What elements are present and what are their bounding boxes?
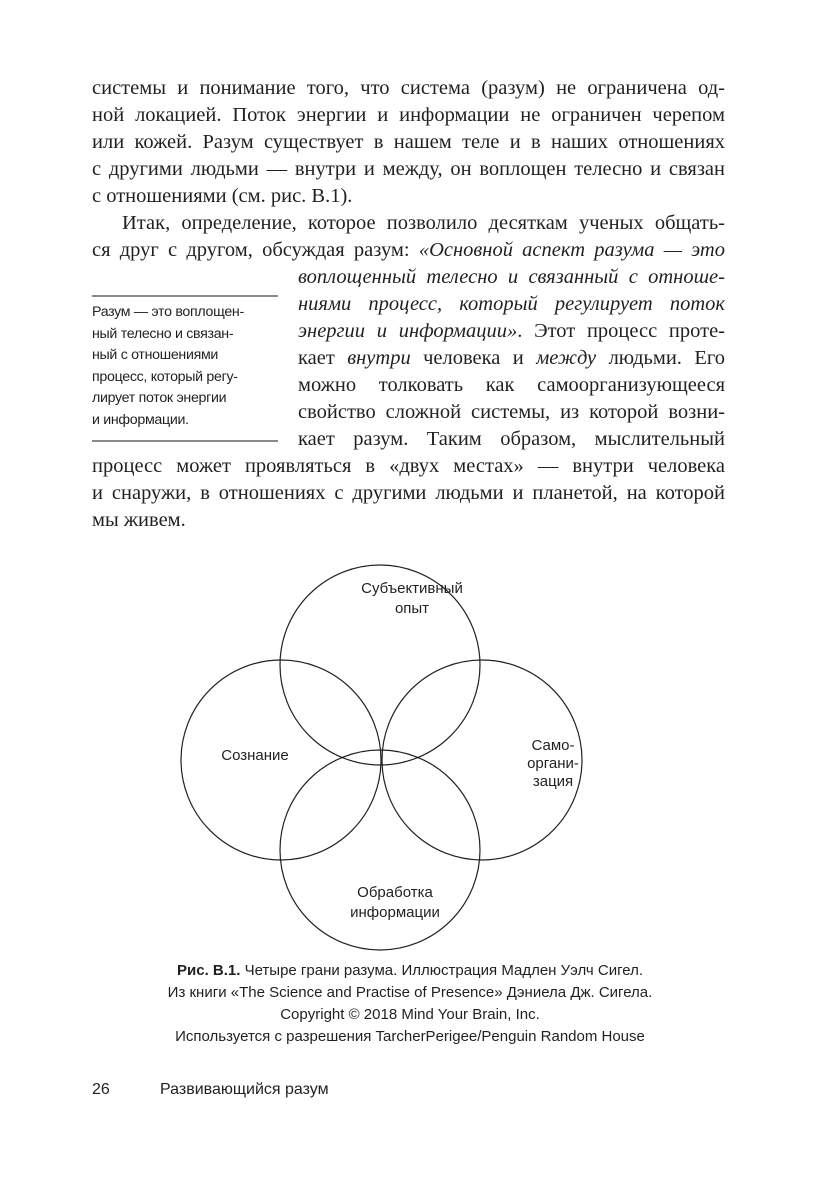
caption-line-4: Используется с разрешения TarcherPerigee/Penguin Random House [175, 1028, 645, 1045]
page-number: 26 [92, 1081, 110, 1098]
sidebar-line: процесс, который регу- [92, 368, 238, 385]
text-segment: или кожей. Разум существует в нашем теле и в наших отношениях [92, 131, 725, 153]
label-self-org-3: зация [532, 773, 574, 790]
text-segment: кает [298, 347, 348, 369]
text-segment: Итак, определение, которое позволило десяткам ученых общать- [122, 212, 725, 234]
caption-line-2: Из книги «The Science and Practise of Presence» Дэниела Дж. Сигела. [167, 984, 653, 1001]
text-segment: системы и понимание того, что система (разум) не ограничена од- [92, 77, 725, 99]
sidebar-line: ный с отношениями [92, 347, 219, 363]
text-segment: свойство сложной системы, из которой возни- [298, 401, 725, 423]
italic-text: энергии и информации» [298, 320, 518, 342]
text-segment: ся друг с другом, обсуждая разум: [92, 239, 419, 261]
text-segment: человека и [410, 347, 537, 369]
italic-text: между [536, 347, 597, 369]
sidebar-line: лирует поток энергии [92, 390, 227, 406]
text-segment: мы живем. [92, 509, 186, 531]
caption-label: Рис. В.1. [177, 962, 241, 979]
text-segment: ной локацией. Поток энергии и информации не ограничен черепом [92, 104, 725, 126]
text-segment: и снаружи, в отношениях с другими людьми и планетой, на которой [92, 482, 725, 504]
text-segment: с отношениями (см. рис. В.1). [92, 185, 353, 207]
text-segment: кает разум. Таким образом, мыслительный [298, 428, 725, 450]
text-segment: людьми. Его [596, 347, 725, 369]
italic-text: «Основной аспект разума — это [418, 239, 725, 261]
text-segment: с другими людьми — внутри и между, он воплощен телесно и связан [92, 158, 725, 180]
text-segment: процесс может проявляться в «двух местах» — внутри человека [92, 455, 725, 477]
label-processing-1: Обработка [357, 884, 433, 901]
sidebar-line: ный телесно и связан- [92, 325, 234, 342]
running-title: Развивающийся разум [160, 1081, 329, 1098]
caption-text: Четыре грани разума. Иллюстрация Мадлен Уэлч Сигел. [240, 962, 643, 979]
label-subjective-2: опыт [394, 600, 430, 617]
text-segment: . Этот процесс проте- [517, 320, 725, 342]
italic-text: внутри [347, 347, 411, 369]
caption-line-3: Copyright © 2018 Mind Your Brain, Inc. [280, 1006, 540, 1023]
sidebar-line: Разум — это воплощен- [92, 304, 244, 320]
text-segment: можно толковать как самоорганизующееся [298, 374, 725, 396]
sidebar-line: и информации. [92, 411, 189, 428]
caption-line-1 [92, 960, 728, 982]
label-self-org-2: органи- [527, 755, 579, 772]
label-subjective: Субъективный [361, 580, 463, 597]
label-consciousness: Сознание [221, 747, 289, 764]
italic-text: воплощенный телесно и связанный с отноше- [298, 266, 725, 288]
italic-text: ниями процесс, который регулирует поток [298, 293, 725, 315]
label-processing-2: информации [350, 904, 440, 921]
label-self-org-1: Само- [531, 737, 575, 754]
